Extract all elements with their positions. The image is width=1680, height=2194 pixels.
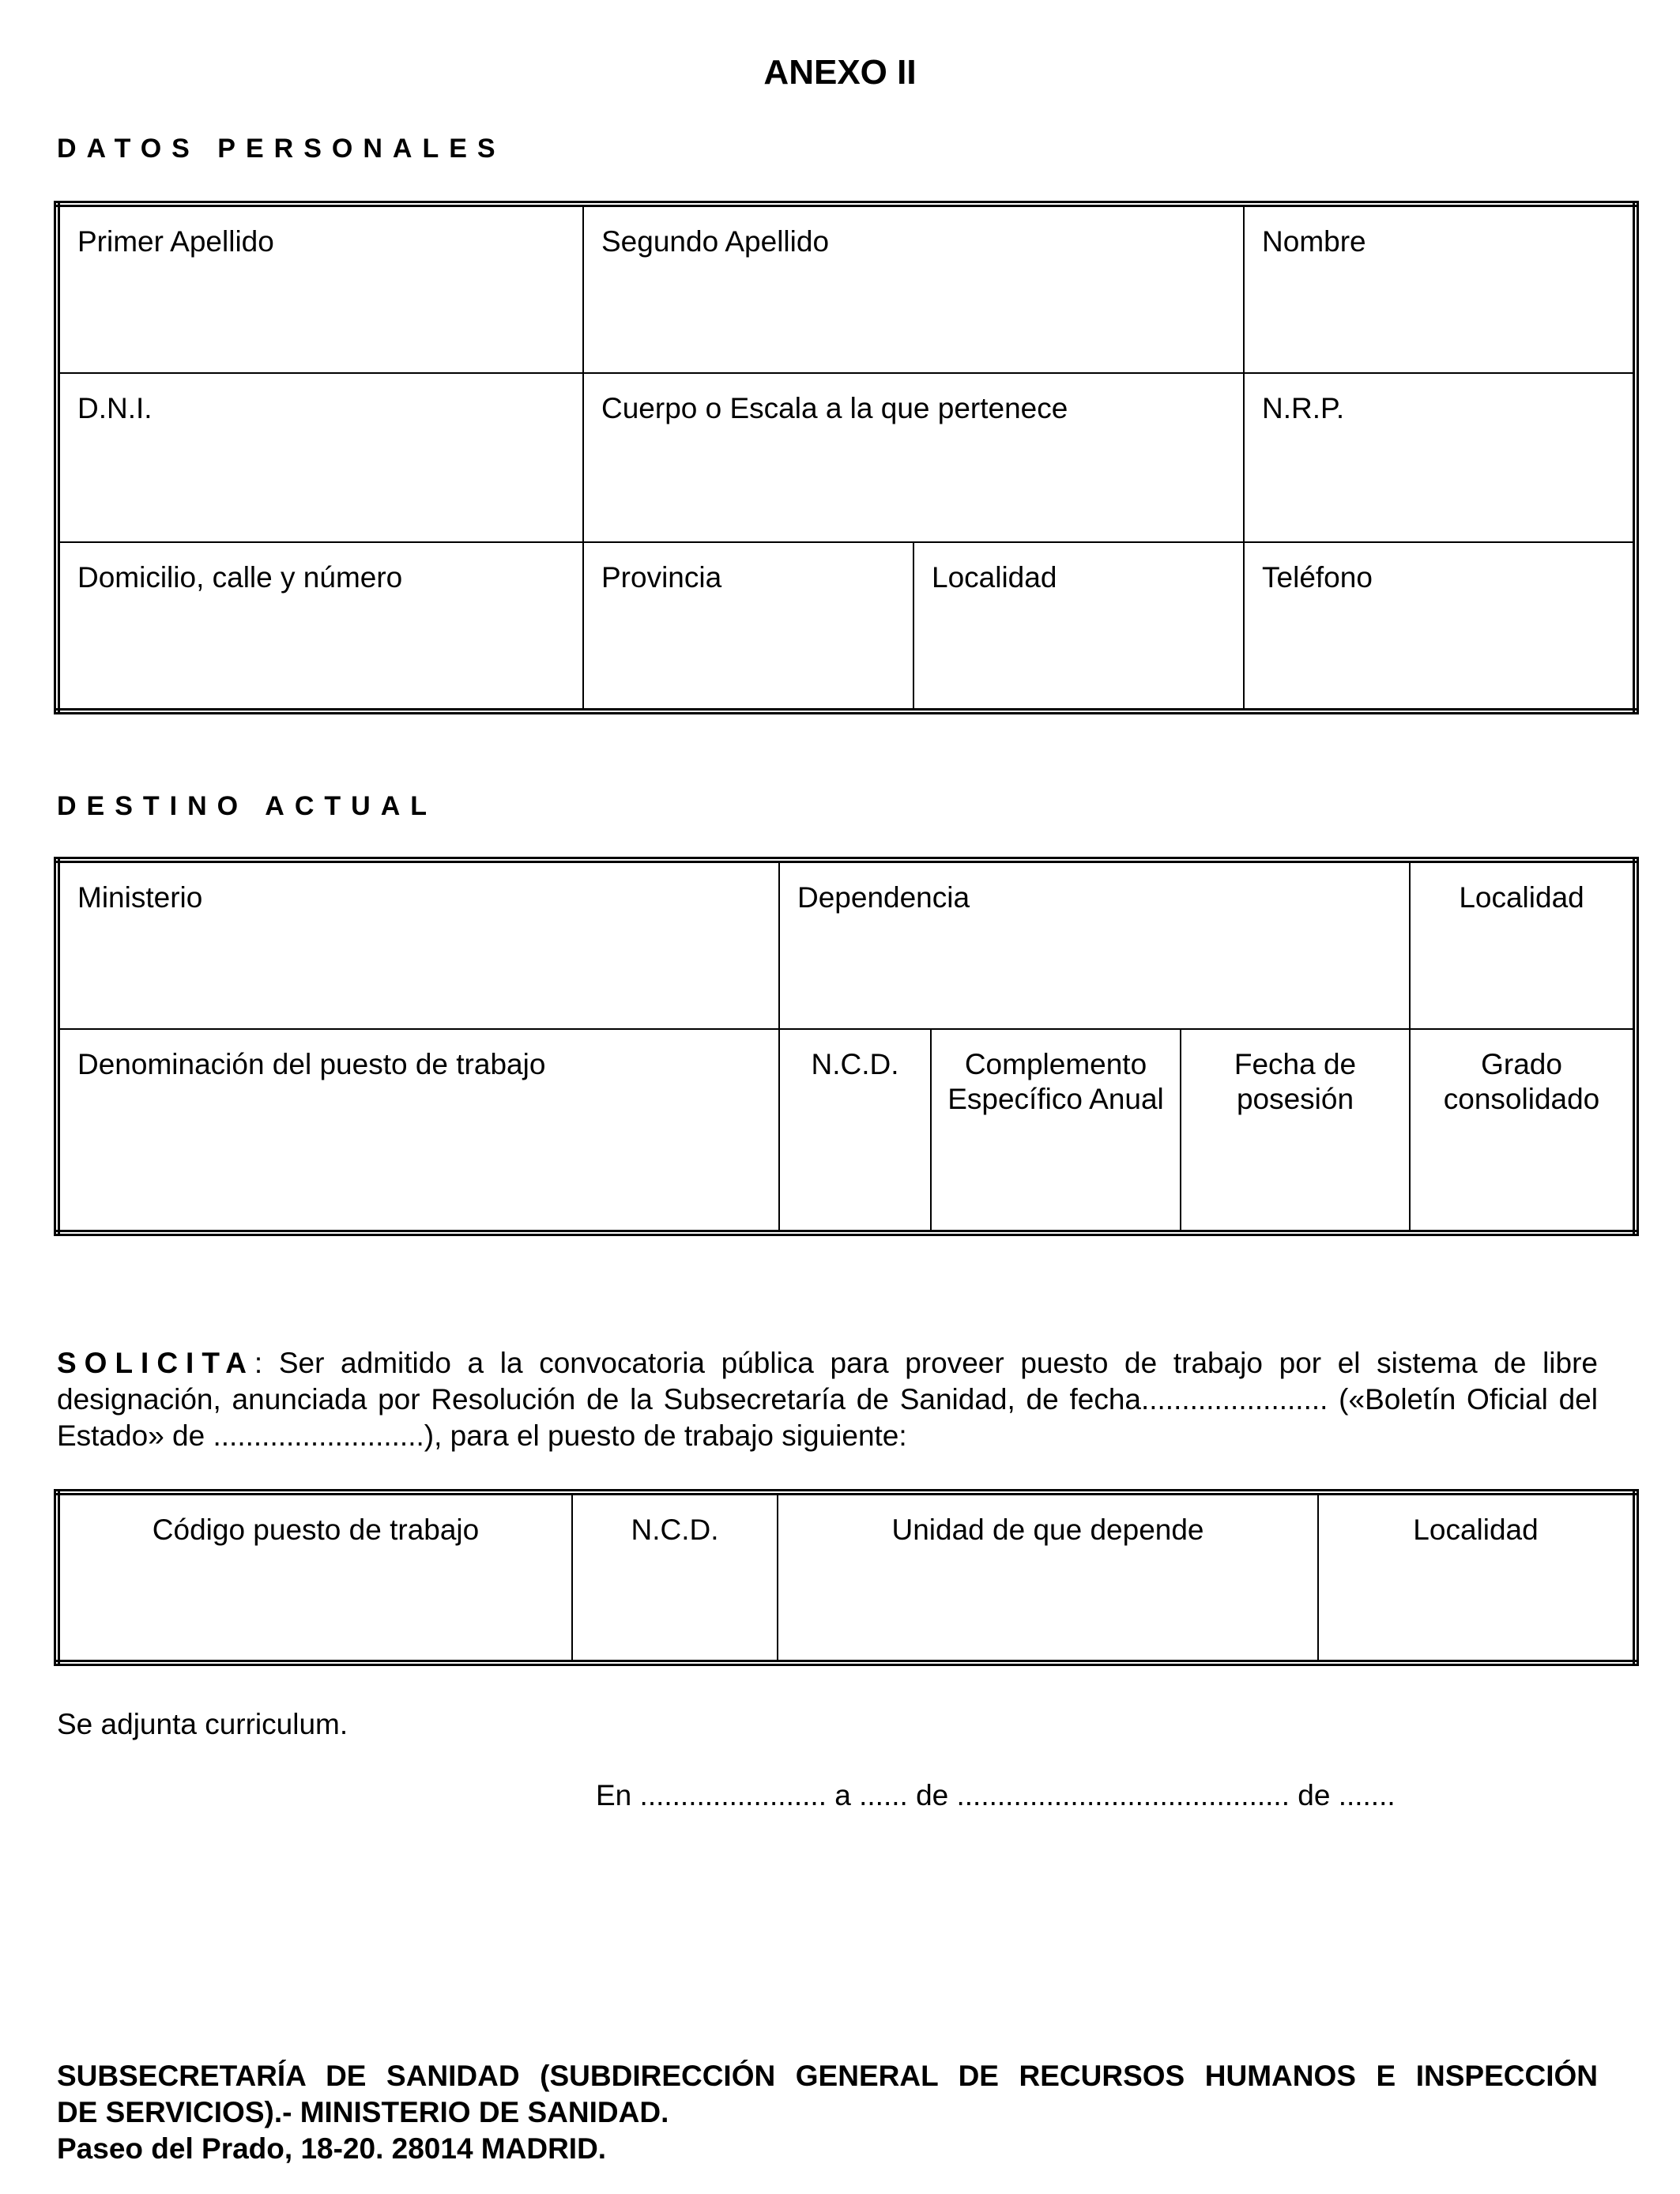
destino-actual-table [54,857,1639,1236]
field-ncd-solicitado[interactable]: N.C.D. [572,1492,778,1663]
solicita-paragraph [57,1345,1598,1454]
field-provincia[interactable]: Provincia [583,542,913,711]
field-denominacion-puesto[interactable]: Denominación del puesto de trabajo [57,1029,779,1233]
field-localidad-solicitado[interactable]: Localidad [1318,1492,1636,1663]
field-telefono[interactable]: Teléfono [1244,542,1636,711]
field-unidad-depende[interactable]: Unidad de que depende [778,1492,1318,1663]
field-domicilio[interactable]: Domicilio, calle y número [57,542,583,711]
solicita-text: : Ser admitido a la convocatoria pública para proveer puesto de trabajo por el sistema de libre designación, anunciada por Resolución de la Subsecretaría de Sanidad, de fecha....................... («Boletín Oficial del Estado» de ..........................), para el puesto de trabajo siguiente: [57,1347,1598,1452]
field-ncd[interactable]: N.C.D. [779,1029,931,1233]
field-primer-apellido[interactable]: Primer Apellido [57,204,583,373]
footer-address [57,2058,1598,2167]
field-segundo-apellido[interactable]: Segundo Apellido [583,204,1244,373]
field-codigo-puesto[interactable]: Código puesto de trabajo [57,1492,572,1663]
field-grado-consolidado[interactable]: Grado consolidado [1410,1029,1636,1233]
field-complemento-especifico[interactable]: Complemento Específico Anual [931,1029,1181,1233]
field-dni[interactable]: D.N.I. [57,373,583,542]
footer-line-1: SUBSECRETARÍA DE SANIDAD (SUBDIRECCIÓN GENERAL DE RECURSOS HUMANOS E INSPECCIÓN [57,2060,1598,2092]
field-ministerio[interactable]: Ministerio [57,860,779,1029]
fecha-linea: En ....................... a ...... de ......................................... de ....... [596,1779,1396,1811]
field-localidad[interactable]: Localidad [913,542,1244,711]
footer-line-3: Paseo del Prado, 18-20. 28014 MADRID. [57,2132,607,2165]
field-nombre[interactable]: Nombre [1244,204,1636,373]
field-cuerpo-escala[interactable]: Cuerpo o Escala a la que pertenece [583,373,1244,542]
section-heading-destino-actual: DESTINO ACTUAL [57,791,438,821]
document-title: ANEXO II [763,53,917,92]
datos-personales-table [54,201,1639,714]
puesto-solicitado-table [54,1489,1639,1666]
field-fecha-posesion[interactable]: Fecha de posesión [1181,1029,1410,1233]
footer-line-2: DE SERVICIOS).- MINISTERIO DE SANIDAD. [57,2096,669,2128]
solicita-label: SOLICITA [57,1347,254,1379]
field-localidad-destino[interactable]: Localidad [1410,860,1636,1029]
adjunta-curriculum: Se adjunta curriculum. [57,1708,348,1740]
section-heading-datos-personales: DATOS PERSONALES [57,134,506,164]
field-nrp[interactable]: N.R.P. [1244,373,1636,542]
field-dependencia[interactable]: Dependencia [779,860,1410,1029]
